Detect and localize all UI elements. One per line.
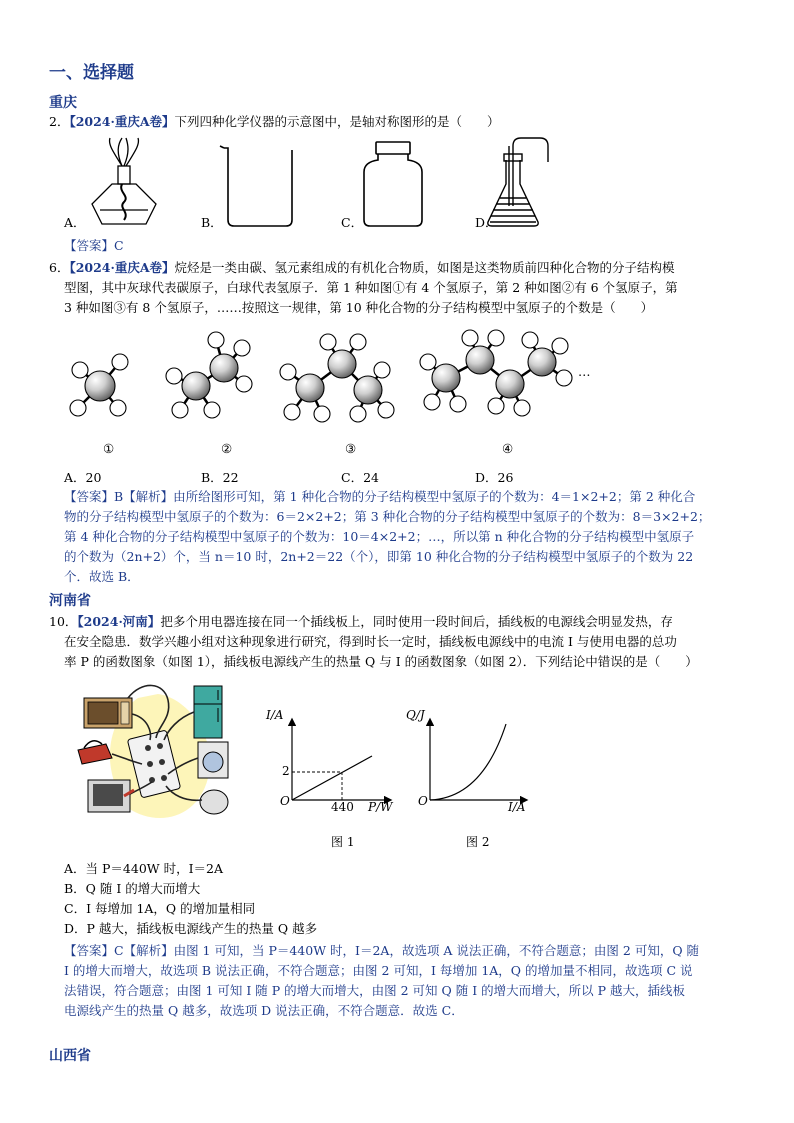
question-text: 烷烃是一类由碳、氢元素组成的有机化合物质，如图是这类物质前四种化合物的分子结构模: [174, 260, 675, 275]
question-6-line-1: [49, 258, 675, 278]
fig1-tick-x-label: 440: [331, 800, 354, 814]
q10-option-a: A．当 P＝440W 时，I＝2A: [64, 861, 224, 876]
alcohol-lamp-icon: [92, 138, 156, 224]
molecule-4: [420, 330, 572, 416]
q2-option-b: B．: [201, 215, 223, 230]
region-heading-chongqing: 重庆: [49, 95, 77, 111]
q10-option-c: C．I 每增加 1A，Q 的增加量相同: [64, 901, 256, 916]
question-text: 把多个用电器连接在同一个插线板上，同时使用一段时间后，插线板的电源线会明显发热，存: [160, 614, 673, 629]
section-title: 一、选择题: [49, 63, 134, 83]
molecule-3: [280, 334, 394, 422]
q6-answer-line-2: 物的分子结构模型中氢原子的个数为：6＝2×2+2；第 3 种化合物的分子结构模型中氢原子的个数为：8＝3×2+2；: [64, 509, 711, 524]
q6-answer-line-4: 的个数为（2n+2）个，当 n＝10 时，2n+2＝22（个），即第 10 种化合物的分子结构模型中氢原子的个数为 22: [64, 549, 694, 564]
fig1-x-label: P/W: [368, 800, 393, 814]
fig2-y-label: Q/J: [406, 708, 425, 722]
question-source: 【2024·重庆A卷】: [69, 260, 175, 275]
fig2-x-label: I/A: [508, 800, 526, 814]
fig1-tick-y-label: 2: [282, 764, 290, 778]
q2-answer: 【答案】C: [64, 238, 124, 253]
q10-option-b: B．Q 随 I 的增大而增大: [64, 881, 201, 896]
q2-option-d: D．: [475, 215, 498, 230]
fig2-caption: 图 2: [466, 835, 490, 849]
q6-option-c: C．24: [341, 470, 379, 485]
beaker-icon: [220, 146, 292, 226]
q6-ellipsis: …: [578, 364, 591, 379]
q6-option-b: B．22: [201, 470, 239, 485]
q2-option-a: A．: [64, 215, 86, 230]
question-10-line-2: 在安全隐患．数学兴趣小组对这种现象进行研究，得到时长一定时，插线板电源线中的电流 I 与使用电器的总功: [64, 634, 677, 649]
q10-option-d: D．P 越大，插线板电源线产生的热量 Q 越多: [64, 921, 318, 936]
q10-answer-line-1: 【答案】C【解析】由图 1 可知，当 P＝440W 时，I＝2A，故选项 A 说法正确，不符合题意；由图 2 可知，Q 随: [64, 943, 700, 958]
q6-figure-label-4: ④: [502, 441, 514, 456]
question-number: 10．: [49, 614, 78, 629]
power-strip-illustration: [68, 678, 248, 830]
q6-answer-line-5: 个．故选 B．: [64, 569, 140, 584]
q10-answer-line-3: 法错误，符合题意；由图 1 可知 I 随 P 的增大而增大，由图 2 可知 Q 随 I 的增大而增大，所以 P 越大，插线板: [64, 983, 685, 998]
question-text: 下列四种化学仪器的示意图中，是轴对称图形的是（ ）: [174, 114, 500, 129]
q10-answer-line-2: I 的增大而增大，故选项 B 说法正确，不符合题意；由图 2 可知，I 每增加 1A，Q 的增加量不相同，故选项 C 说: [64, 963, 693, 978]
question-10-line-1: [49, 612, 673, 632]
fig1-caption: 图 1: [331, 835, 355, 849]
question-2-stem: [49, 112, 500, 132]
q6-figure-label-3: ③: [345, 441, 357, 456]
fig2-origin-label: O: [418, 794, 428, 808]
fig1-y-label: I/A: [266, 708, 284, 722]
q6-figure-label-1: ①: [103, 441, 115, 456]
jar-icon: [364, 142, 422, 226]
molecule-2: [166, 332, 252, 418]
region-heading-shanxi: 山西省: [49, 1048, 91, 1064]
q6-option-a: A．20: [64, 470, 102, 485]
fig2-curve: [430, 724, 506, 800]
question-source: 【2024·重庆A卷】: [69, 114, 175, 129]
question-6-line-3: 3 种如图③有 8 个氢原子，……按照这一规律，第 10 种化合物的分子结构模型中氢原子的个数是（ ）: [64, 300, 654, 315]
q6-figure-label-2: ②: [221, 441, 233, 456]
q2-option-c: C．: [341, 215, 364, 230]
q6-answer-line-3: 第 4 种化合物的分子结构模型中氢原子的个数为：10＝4×2+2；…，所以第 n 种化合物的分子结构模型中氢原子: [64, 529, 695, 544]
fig1-line: [292, 756, 372, 800]
question-source: 【2024·河南】: [77, 614, 161, 629]
molecule-1: [70, 354, 128, 416]
q6-option-d: D．26: [475, 470, 514, 485]
q6-molecule-figures: [60, 322, 600, 432]
fig1-origin-label: O: [280, 794, 290, 808]
question-6-line-2: 型图，其中灰球代表碳原子，白球代表氢原子．第 1 种如图①有 4 个氢原子，第 2 种如图②有 6 个氢原子，第: [64, 280, 678, 295]
question-number: 6．: [49, 260, 70, 275]
question-10-line-3: 率 P 的函数图象（如图 1），插线板电源线产生的热量 Q 与 I 的函数图象（如图 2）．下列结论中错误的是（ ）: [64, 654, 698, 669]
q6-answer-line-1: 【答案】B【解析】由所给图形可知，第 1 种化合物的分子结构模型中氢原子的个数为：4＝1×2+2；第 2 种化合: [64, 489, 696, 504]
region-heading-henan: 河南省: [49, 593, 91, 609]
q10-answer-line-4: 电源线产生的热量 Q 越多，故选项 D 说法正确，不符合题意．故选 C．: [64, 1003, 464, 1018]
question-number: 2．: [49, 114, 70, 129]
